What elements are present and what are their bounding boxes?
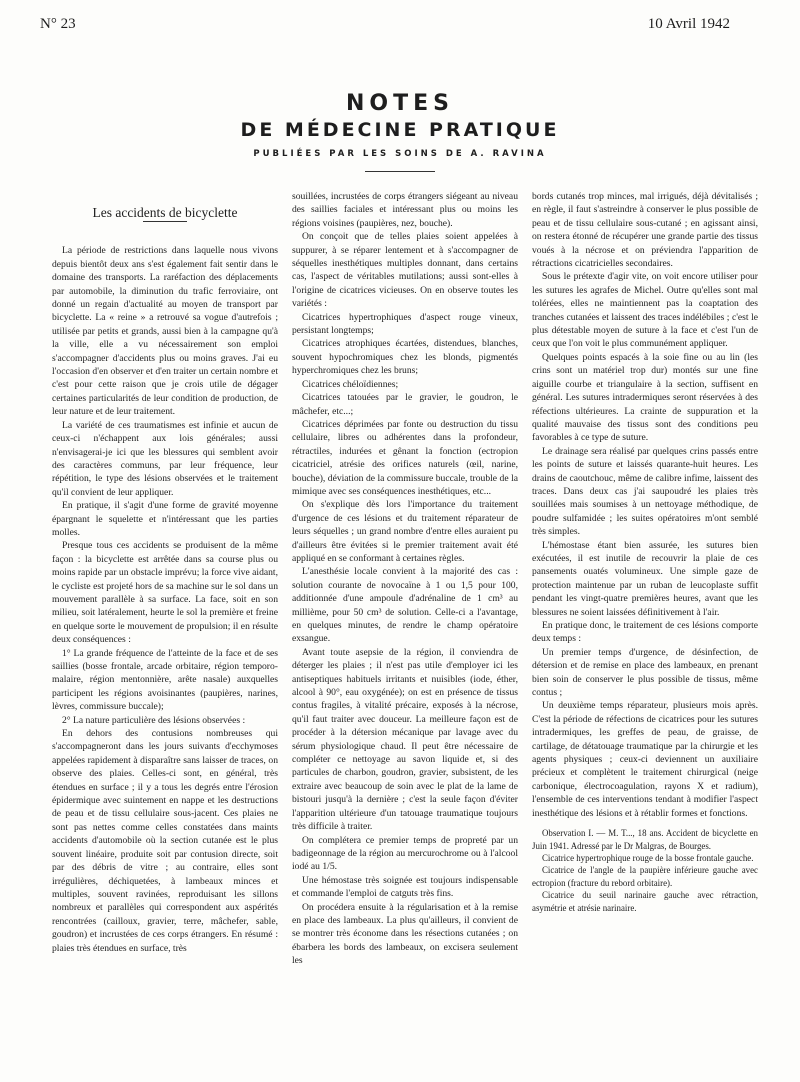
observation-item: Cicatrice du seuil narinaire gauche avec rétraction, asymétrie et atrésie narinaire. — [532, 890, 758, 913]
paragraph: La variété de ces traumatismes est infinie et aucun de ceux-ci n'échappent aux lois générales; aussi n'envisagerai-je ici que les blessures qui semblent avoir des caractères communs, par leur fréquence, leur répétition, le type des lésions observées et le traitement qu'il convient de leur appliquer. — [52, 419, 278, 498]
list-item: Cicatrices déprimées par fonte ou destruction du tissu cellulaire, libres ou adhérentes dans la profondeur, rétractiles, indurées et gênant la fonction (ectropion cicatriciel, atrésie des orifices naturels (œil, narine, bouche), déviation de la commissure buccale, trouble de la mimique avec ses conséquences inesthétiques, etc... — [292, 418, 518, 497]
paragraph: L'anesthésie locale convient à la majorité des cas : solution courante de novocaïne à 1 ou 1,5 pour 100, additionnée d'une ampoule d'adrénaline de 1 cm³ au millième, pour 50 cm³ de solution. Celle-ci a l'avantage, en quelques minutes, de rendre le champ opératoire exsangue. — [292, 566, 518, 645]
list-item: Cicatrices tatouées par le gravier, le goudron, le mâchefer, etc...; — [292, 392, 518, 417]
paragraph: On s'explique dès lors l'importance du traitement d'urgence de ces lésions et du traitement réparateur de leurs séquelles ; un grand nombre d'entre elles auraient pu d'ailleurs être évitées si le premier traitement avait été appliqué en se conformant à certaines règles. — [292, 499, 518, 564]
article-title: Les accidents de bicyclette — [92, 206, 238, 220]
paragraph: Sous le prétexte d'agir vite, on voit encore utiliser pour les sutures les agrafes de Michel. Outre qu'elles sont mal tolérées, elles ne maintiennent pas la coaptation des tranches cutanées et laissent des traces indélébiles ; c'est le plus détestable moyen de suture à la face et c'est l'un de ceux que l'on voit le plus communément appliquer. — [532, 271, 758, 350]
paragraph: Quelques points espacés à la soie fine ou au lin (les crins sont un matériel trop dur) montés sur une fine aiguille courbe et triangulaire à la section, suffisent en général. Les sutures intradermiques seront réservées à des réfections ultérieures. La crainte de suppuration et la qualité mauvaise des tissus sont des conditions peu favorables à ce type de suture. — [532, 351, 758, 444]
list-item: Cicatrices hypertrophiques d'aspect rouge vineux, persistant longtemps; — [292, 311, 518, 337]
page-header — [40, 16, 730, 38]
paragraph: L'hémostase étant bien assurée, les sutures bien exécutées, il est inutile de recouvrir la plaie de ces pansements ouatés volumineux. Une simple gaze de protection maintenue par un ruban de leucoplaste suffit pendant les vingt-quatre premières heures, avant que les blessures ne soient laissées définitivement à l'air. — [532, 539, 758, 618]
paragraph: En pratique donc, le traitement de ces lésions comporte deux temps : — [532, 620, 758, 645]
column-1 — [52, 206, 278, 1078]
list-item: Un deuxième temps réparateur, plusieurs mois après. C'est la période de réfections de cicatrices pour les sutures intradermiques, les greffes de peau, de graisse, de cartilage, de détatouage traumatique par la chirurgie et les agents physiques ; ceux-ci deviennent un auxiliaire précieux et complètent le traitement chirurgical (neige carbonique, électrocoagulation, rayons X et radium), l'ensemble de ces interventions tendant à modifier l'aspect inesthétique des lésions et à rétablir formes et fonctions. — [532, 700, 758, 819]
masthead — [0, 90, 800, 172]
observation-block — [532, 827, 758, 914]
column-3 — [532, 190, 758, 1062]
paragraph: On complétera ce premier temps de propreté par un badigeonnage de la région au mercurochrome ou à l'alcool iodé au 1/5. — [292, 834, 518, 873]
page-number: N° 23 — [40, 16, 76, 32]
observation-heading: Observation I. — M. T..., 18 ans. Accident de bicyclette en Juin 1941. Adressé par le Dr Malgras, de Bourges. — [532, 828, 758, 851]
masthead-subtitle: PUBLIÉES PAR LES SOINS DE A. RAVINA — [253, 149, 547, 159]
paragraph: 2° La nature particulière des lésions observées : — [62, 714, 246, 726]
list-item: Cicatrices chéloïdiennes; — [302, 378, 399, 390]
column-2 — [292, 190, 518, 1062]
paragraph: On conçoit que de telles plaies soient appelées à suppurer, à se réparer lentement et à s'accompagner de séquelles inesthétiques multiples donnant, dans certains cas, l'aspect de véritables mutilations; aussi sont-elles à l'origine de cicatrices vicieuses. On en observe toutes les variétés : — [292, 231, 518, 310]
paragraph: En pratique, il s'agit d'une forme de gravité moyenne épargnant le squelette et n'intéressant que les parties molles. — [52, 500, 278, 538]
masthead-divider — [365, 171, 435, 172]
title-divider — [143, 221, 187, 222]
observation-item: Cicatrice de l'angle de la paupière inférieure gauche avec ectropion (fracture du rebord orbitaire). — [532, 865, 758, 888]
observation-item: Cicatrice hypertrophique rouge de la bosse frontale gauche. — [542, 852, 754, 863]
paragraph: Une hémostase très soignée est toujours indispensable et commande l'emploi de catguts très fins. — [292, 874, 518, 900]
paragraph: souillées, incrustées de corps étrangers siégeant au niveau des saillies faciales et intéressant plus ou moins les régions voisines (paupières, nez, bouche). — [292, 191, 518, 229]
issue-date: 10 Avril 1942 — [647, 16, 730, 32]
paragraph: Presque tous ces accidents se produisent de la même façon : la bicyclette est arrêtée dans sa course plus ou moins rapide par un obstacle imprévu; la force vive aidant, le cycliste est projeté hors de sa machine sur le sol dans un mouvement parallèle à sa surface. La face, soit en son milieu, soit latéralement, heurte le sol la première et freine en quelque sorte le mouvement de propulsion; il en résulte deux conséquences : — [52, 540, 278, 646]
paragraph: En dehors des contusions nombreuses qui s'accompagneront dans les jours suivants d'ecchymoses appelées rapidement à disparaître sans laisser de traces, on observe des plaies. Celles-ci sont, en général, très étendues en surface ; il y a tous les degrés entre l'érosion épidermique avec suintement en nappe et les destructions de peau et de tissu cellulaire sous-jacent. Ces plaies ne sont pas nettes comme celles constatées dans maints accidents d'automobile où la section cutanée est le plus souvent linéaire, produite soit par contusion directe, soit par des débris de vitre ; au contraire, elles sont irrégulières, déchiquetées, à lambeaux minces et multiples, souvent ravinées, reproduisant les sillons nombreux et parallèles qui correspondent aux aspérités rencontrées (cailloux, gravier, terre, mâchefer, sable, goudron) et incrustées de ces corps étrangers. En résumé : plaies très étendues en surface, très — [52, 728, 278, 954]
masthead-title-line1: NOTES — [346, 91, 454, 116]
paragraph: Avant toute asepsie de la région, il conviendra de déterger les plaies ; il n'est pas utile d'employer ici les antiseptiques habituels irritants et nuisibles (iode, éther, alcool à 90°, eau oxygénée); on est en présence de tissus contus fragiles, à vitalité précaire, exposés à la nécrose, qu'il faut traiter avec douceur. La meilleure façon est de procéder à la détersion mécanique par lavage avec du sérum physiologique chaud. Il peut être nécessaire de compléter ce nettoyage au savon liquide et, si des particules de charbon, goudron, gravier, subsistent, de les extraire avec beaucoup de soin avec le plat de la lame de bistouri jusqu'à la dernière ; c'est la seule façon d'éviter l'apparition ultérieure d'un tatouage traumatique toujours très difficile à traiter. — [292, 646, 518, 833]
paragraph: La période de restrictions dans laquelle nous vivons depuis bientôt deux ans s'est également fait sentir dans le domaine des transports. La raréfaction des déplacements par automobile, la diminution du trafic ferroviaire, ont donné un regain d'actualité au moyen de transport par bicyclette. La « reine » a retrouvé sa vogue d'autrefois ; utilisée par petits et grands, aussi bien à la campagne qu'à la ville, elle a vu nécessairement son emploi s'accompagner d'accidents plus ou moins graves. J'ai eu l'occasion d'en observer et d'en traiter un certain nombre et c'est pour cette raison que je crois utile de dégager certaines particularités de leur condition de production, de leur nature et de leur traitement. — [52, 245, 278, 418]
masthead-title-line2: DE MÉDECINE PRATIQUE — [240, 119, 560, 141]
paragraph: bords cutanés trop minces, mal irrigués, déjà dévitalisés ; en règle, il faut s'astreindre à conserver le plus possible de peau et de tissu cellulaire sous-cutané ; en agissant ainsi, on restera étonné de récupérer une grande partie des tissus voués à la nécrose et on préviendra l'apparition de rétractions cicatricielles secondaires. — [532, 191, 758, 270]
list-item: Cicatrices atrophiques écartées, distendues, blanches, souvent hypochromiques chez les blonds, pigmentés hyperchromiques chez les bruns; — [292, 338, 518, 377]
paragraph: Le drainage sera réalisé par quelques crins passés entre les points de suture et laissés quarante-huit heures. Les drains de caoutchouc, même de calibre infime, laissent des traces. Dans deux cas j'ai saupoudré les plaies très souillées mais soumises à un nettoyage méthodique, de poudre sulfamidée ; les suites opératoires m'ont semblé très simples. — [532, 445, 758, 538]
list-item: Un premier temps d'urgence, de désinfection, de détersion et de remise en place des lambeaux, en prenant bien soin de conserver le plus possible de tissus, même contus ; — [532, 646, 758, 699]
article-body — [52, 190, 760, 1062]
paragraph: 1° La grande fréquence de l'atteinte de la face et de ses saillies (bosse frontale, arcade orbitaire, région temporo-malaire, région mentonnière, arête nasale) auxquelles participent les régions avoisinantes (paupières, narines, lèvres, commissure buccale); — [52, 647, 278, 713]
spacer — [532, 820, 758, 827]
paragraph: On procédera ensuite à la régularisation et à la remise en place des lambeaux. La plus qu'ailleurs, il convient de se montrer très économe dans les résections cutanées ; on ébarbera les bords des lambeaux, on excisera seulement les — [292, 901, 518, 967]
